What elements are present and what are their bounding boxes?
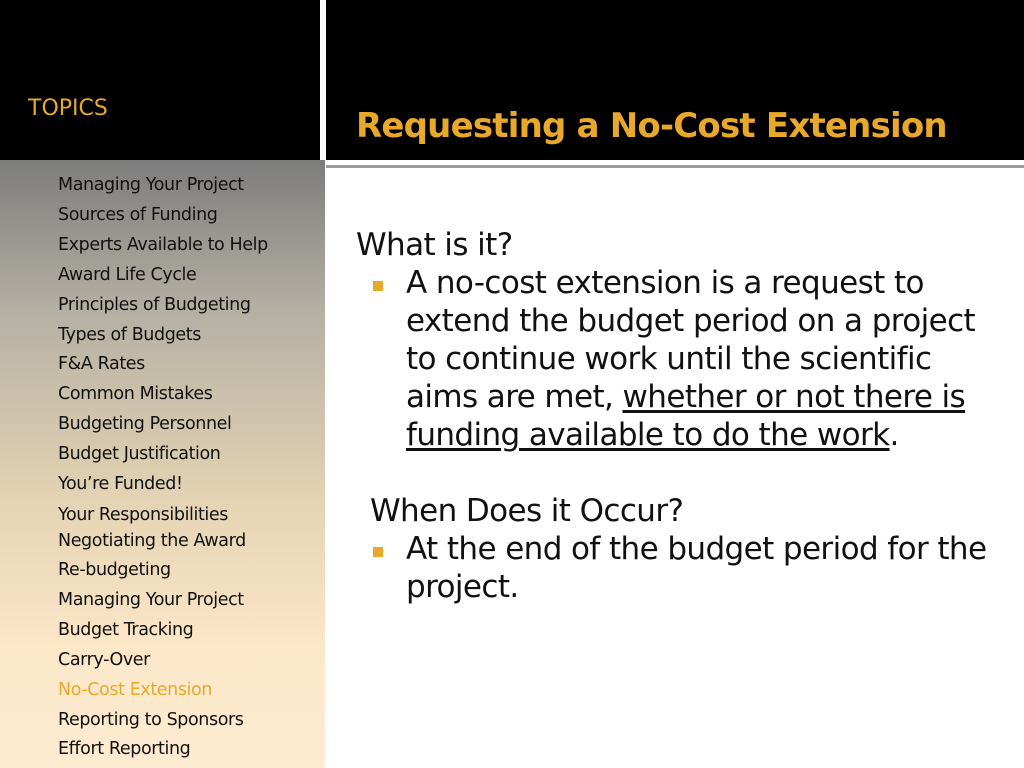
topic-item[interactable]: Budget Justification — [58, 444, 221, 465]
topic-item[interactable]: Budgeting Personnel — [58, 414, 232, 435]
bullet-text: At the end of the budget period for the project. — [406, 531, 987, 605]
bullet-underlined-text: whether or not there is funding available to do the work — [406, 379, 966, 453]
title-bar — [326, 0, 1024, 160]
topic-item[interactable]: Sources of Funding — [58, 204, 218, 225]
topic-item[interactable]: Award Life Cycle — [58, 264, 197, 285]
topic-item[interactable]: Common Mistakes — [58, 384, 213, 405]
topic-item[interactable]: Budget Tracking — [58, 619, 194, 640]
bullet-text: A no-cost extension is a request to extend the budget period on a project to continue work until the scientific aims are met, — [406, 265, 976, 415]
section-what-is-it — [356, 226, 996, 454]
bullet-end-text: . — [889, 417, 899, 453]
square-bullet-icon — [373, 547, 383, 557]
topic-item[interactable]: Negotiating the Award — [58, 530, 246, 551]
section-heading: When Does it Occur? — [370, 493, 684, 529]
square-bullet-icon — [373, 281, 383, 291]
slide-content — [356, 226, 996, 606]
topic-list — [58, 171, 268, 765]
title-divider — [326, 165, 1024, 168]
topics-heading: TOPICS — [28, 96, 108, 121]
bullet-item — [356, 530, 996, 606]
bullet-item — [356, 264, 996, 454]
topic-item-active[interactable]: No-Cost Extension — [58, 679, 213, 700]
section-when-does-it-occur — [356, 492, 996, 606]
topic-item[interactable]: Managing Your Project — [58, 175, 244, 195]
topic-item[interactable]: Effort Reporting — [58, 739, 191, 760]
topic-item[interactable]: You’re Funded! — [58, 474, 183, 495]
topic-item[interactable]: Your Responsibilities — [58, 504, 228, 525]
slide-title: Requesting a No-Cost Extension — [356, 106, 947, 146]
topic-item[interactable]: Re-budgeting — [58, 559, 171, 580]
topic-item[interactable]: Managing Your Project — [58, 589, 244, 610]
topic-item[interactable]: Reporting to Sponsors — [58, 709, 244, 730]
topic-item[interactable]: Types of Budgets — [58, 324, 201, 345]
topic-item[interactable]: Principles of Budgeting — [58, 294, 251, 315]
section-heading: What is it? — [356, 227, 513, 263]
topic-item[interactable]: F&A Rates — [58, 354, 145, 375]
topic-item[interactable]: Carry-Over — [58, 649, 150, 670]
topic-item[interactable]: Experts Available to Help — [58, 234, 268, 255]
sidebar-header — [0, 0, 320, 160]
